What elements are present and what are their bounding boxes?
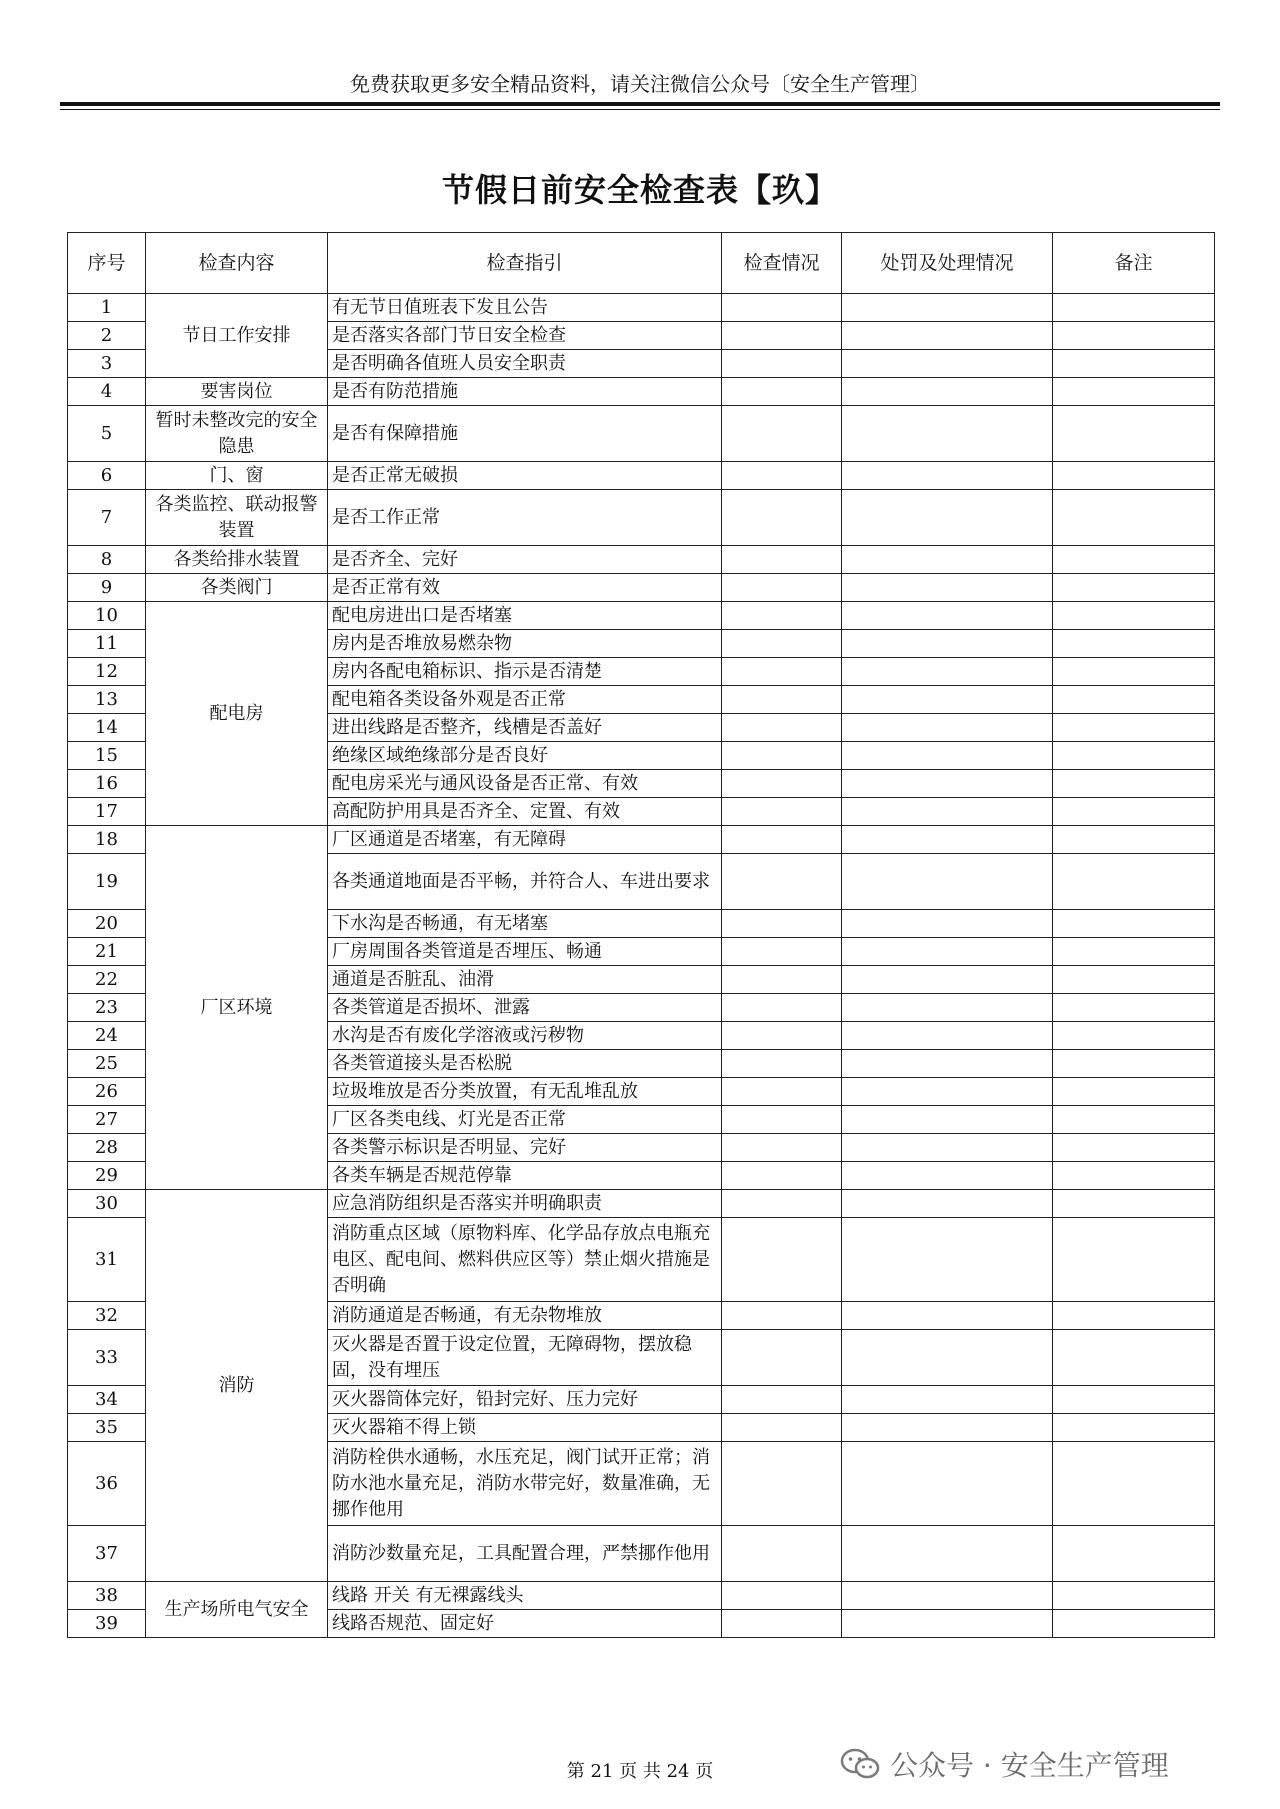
remark-cell[interactable]: [1053, 378, 1215, 406]
category-cell: 各类给排水装置: [146, 546, 328, 574]
remark-cell[interactable]: [1053, 966, 1215, 994]
row-guide: 房内各配电箱标识、指示是否清楚: [328, 658, 722, 686]
category-cell: 门、窗: [146, 462, 328, 490]
row-seq: 14: [68, 714, 146, 742]
row-seq: 32: [68, 1302, 146, 1330]
status-cell[interactable]: [722, 322, 842, 350]
row-guide: 线路否规范、固定好: [328, 1610, 722, 1638]
penalty-cell[interactable]: [842, 1022, 1053, 1050]
remark-cell[interactable]: [1053, 1050, 1215, 1078]
status-cell[interactable]: [722, 1106, 842, 1134]
remark-cell[interactable]: [1053, 1582, 1215, 1610]
header-text: 免费获取更多安全精品资料，请关注微信公众号〔安全生产管理〕: [350, 72, 930, 96]
row-guide: 消防重点区域（原物料库、化学品存放点电瓶充电区、配电间、燃料供应区等）禁止烟火措施是否明确: [328, 1218, 722, 1302]
penalty-cell[interactable]: [842, 322, 1053, 350]
penalty-cell[interactable]: [842, 406, 1053, 462]
col-header-seq: 序号: [68, 233, 146, 294]
category-cell: 消防: [146, 1190, 328, 1582]
row-seq: 20: [68, 910, 146, 938]
remark-cell[interactable]: [1053, 770, 1215, 798]
table-row: [68, 1582, 1215, 1610]
row-seq: 38: [68, 1582, 146, 1610]
row-guide: 厂区通道是否堵塞，有无障碍: [328, 826, 722, 854]
row-seq: 36: [68, 1442, 146, 1526]
remark-cell[interactable]: [1053, 1414, 1215, 1442]
row-seq: 21: [68, 938, 146, 966]
col-header-status: 检查情况: [722, 233, 842, 294]
category-cell: 暂时未整改完的安全隐患: [146, 406, 328, 462]
penalty-cell[interactable]: [842, 658, 1053, 686]
penalty-cell[interactable]: [842, 1414, 1053, 1442]
table-row: [68, 1190, 1215, 1218]
row-seq: 28: [68, 1134, 146, 1162]
penalty-cell[interactable]: [842, 1330, 1053, 1386]
status-cell[interactable]: [722, 658, 842, 686]
page-number: 第 21 页 共 24 页: [566, 1761, 714, 1782]
remark-cell[interactable]: [1053, 1022, 1215, 1050]
remark-cell[interactable]: [1053, 490, 1215, 546]
row-seq: 17: [68, 798, 146, 826]
status-cell[interactable]: [722, 602, 842, 630]
row-guide: 高配防护用具是否齐全、定置、有效: [328, 798, 722, 826]
remark-cell[interactable]: [1053, 1162, 1215, 1190]
row-seq: 18: [68, 826, 146, 854]
row-guide: 消防沙数量充足，工具配置合理，严禁挪作他用: [328, 1526, 722, 1582]
remark-cell[interactable]: [1053, 546, 1215, 574]
penalty-cell[interactable]: [842, 938, 1053, 966]
penalty-cell[interactable]: [842, 714, 1053, 742]
row-seq: 8: [68, 546, 146, 574]
row-seq: 9: [68, 574, 146, 602]
remark-cell[interactable]: [1053, 1526, 1215, 1582]
remark-cell[interactable]: [1053, 854, 1215, 910]
status-cell[interactable]: [722, 406, 842, 462]
status-cell[interactable]: [722, 938, 842, 966]
status-cell[interactable]: [722, 1330, 842, 1386]
table-row: [68, 406, 1215, 462]
status-cell[interactable]: [722, 1162, 842, 1190]
penalty-cell[interactable]: [842, 966, 1053, 994]
status-cell[interactable]: [722, 826, 842, 854]
status-cell[interactable]: [722, 462, 842, 490]
remark-cell[interactable]: [1053, 1386, 1215, 1414]
status-cell[interactable]: [722, 1218, 842, 1302]
col-header-content: 检查内容: [146, 233, 328, 294]
category-cell: 生产场所电气安全: [146, 1582, 328, 1638]
row-seq: 7: [68, 490, 146, 546]
row-guide: 通道是否脏乱、油滑: [328, 966, 722, 994]
remark-cell[interactable]: [1053, 1190, 1215, 1218]
remark-cell[interactable]: [1053, 462, 1215, 490]
category-cell: 各类监控、联动报警装置: [146, 490, 328, 546]
status-cell[interactable]: [722, 1134, 842, 1162]
remark-cell[interactable]: [1053, 798, 1215, 826]
penalty-cell[interactable]: [842, 378, 1053, 406]
penalty-cell[interactable]: [842, 350, 1053, 378]
penalty-cell[interactable]: [842, 294, 1053, 322]
row-guide: 线路 开关 有无裸露线头: [328, 1582, 722, 1610]
table-row: [68, 294, 1215, 322]
row-guide: 厂区各类电线、灯光是否正常: [328, 1106, 722, 1134]
penalty-cell[interactable]: [842, 1162, 1053, 1190]
row-guide: 灭火器是否置于设定位置，无障碍物，摆放稳固，没有埋压: [328, 1330, 722, 1386]
row-guide: 配电房采光与通风设备是否正常、有效: [328, 770, 722, 798]
table-row: [68, 574, 1215, 602]
remark-cell[interactable]: [1053, 658, 1215, 686]
row-guide: 各类通道地面是否平畅，并符合人、车进出要求: [328, 854, 722, 910]
row-seq: 2: [68, 322, 146, 350]
category-cell: 节日工作安排: [146, 294, 328, 378]
row-seq: 27: [68, 1106, 146, 1134]
category-cell: 配电房: [146, 602, 328, 826]
table-row: [68, 546, 1215, 574]
remark-cell[interactable]: [1053, 686, 1215, 714]
penalty-cell[interactable]: [842, 910, 1053, 938]
remark-cell[interactable]: [1053, 322, 1215, 350]
status-cell[interactable]: [722, 546, 842, 574]
remark-cell[interactable]: [1053, 1330, 1215, 1386]
table-row: [68, 826, 1215, 854]
remark-cell[interactable]: [1053, 994, 1215, 1022]
remark-cell[interactable]: [1053, 602, 1215, 630]
row-guide: 垃圾堆放是否分类放置，有无乱堆乱放: [328, 1078, 722, 1106]
row-seq: 11: [68, 630, 146, 658]
penalty-cell[interactable]: [842, 1302, 1053, 1330]
status-cell[interactable]: [722, 350, 842, 378]
penalty-cell[interactable]: [842, 742, 1053, 770]
penalty-cell[interactable]: [842, 1386, 1053, 1414]
row-guide: 有无节日值班表下发且公告: [328, 294, 722, 322]
table-row: [68, 378, 1215, 406]
remark-cell[interactable]: [1053, 1134, 1215, 1162]
penalty-cell[interactable]: [842, 546, 1053, 574]
row-guide: 是否明确各值班人员安全职责: [328, 350, 722, 378]
row-seq: 31: [68, 1218, 146, 1302]
row-seq: 22: [68, 966, 146, 994]
remark-cell[interactable]: [1053, 1610, 1215, 1638]
row-seq: 19: [68, 854, 146, 910]
row-seq: 1: [68, 294, 146, 322]
row-guide: 是否齐全、完好: [328, 546, 722, 574]
penalty-cell[interactable]: [842, 854, 1053, 910]
remark-cell[interactable]: [1053, 1302, 1215, 1330]
row-seq: 30: [68, 1190, 146, 1218]
row-seq: 33: [68, 1330, 146, 1386]
status-cell[interactable]: [722, 1526, 842, 1582]
row-seq: 35: [68, 1414, 146, 1442]
status-cell[interactable]: [722, 994, 842, 1022]
status-cell[interactable]: [722, 1190, 842, 1218]
row-guide: 各类管道是否损坏、泄露: [328, 994, 722, 1022]
watermark: [840, 1744, 1169, 1784]
row-guide: 消防通道是否畅通，有无杂物堆放: [328, 1302, 722, 1330]
row-seq: 6: [68, 462, 146, 490]
remark-cell[interactable]: [1053, 1078, 1215, 1106]
penalty-cell[interactable]: [842, 1526, 1053, 1582]
table-header-row: [68, 233, 1215, 294]
status-cell[interactable]: [722, 1610, 842, 1638]
status-cell[interactable]: [722, 798, 842, 826]
row-guide: 消防栓供水通畅，水压充足，阀门试开正常；消防水池水量充足，消防水带完好，数量准确，无挪作他用: [328, 1442, 722, 1526]
status-cell[interactable]: [722, 1078, 842, 1106]
remark-cell[interactable]: [1053, 714, 1215, 742]
status-cell[interactable]: [722, 1386, 842, 1414]
col-header-remark: 备注: [1053, 233, 1215, 294]
row-guide: 配电房进出口是否堵塞: [328, 602, 722, 630]
remark-cell[interactable]: [1053, 574, 1215, 602]
penalty-cell[interactable]: [842, 826, 1053, 854]
row-guide: 各类管道接头是否松脱: [328, 1050, 722, 1078]
remark-cell[interactable]: [1053, 742, 1215, 770]
table-row: [68, 490, 1215, 546]
status-cell[interactable]: [722, 574, 842, 602]
remark-cell[interactable]: [1053, 938, 1215, 966]
table-row: [68, 462, 1215, 490]
category-cell: 要害岗位: [146, 378, 328, 406]
page-title: 节假日前安全检查表【玖】: [441, 171, 838, 209]
category-cell: 各类阀门: [146, 574, 328, 602]
status-cell[interactable]: [722, 854, 842, 910]
row-seq: 3: [68, 350, 146, 378]
remark-cell[interactable]: [1053, 910, 1215, 938]
remark-cell[interactable]: [1053, 1442, 1215, 1526]
status-cell[interactable]: [722, 966, 842, 994]
penalty-cell[interactable]: [842, 490, 1053, 546]
row-guide: 进出线路是否整齐，线槽是否盖好: [328, 714, 722, 742]
penalty-cell[interactable]: [842, 462, 1053, 490]
row-guide: 是否正常无破损: [328, 462, 722, 490]
status-cell[interactable]: [722, 1414, 842, 1442]
penalty-cell[interactable]: [842, 1610, 1053, 1638]
row-guide: 绝缘区域绝缘部分是否良好: [328, 742, 722, 770]
row-guide: 是否有保障措施: [328, 406, 722, 462]
table-row: [68, 602, 1215, 630]
row-seq: 39: [68, 1610, 146, 1638]
status-cell[interactable]: [722, 294, 842, 322]
penalty-cell[interactable]: [842, 602, 1053, 630]
penalty-cell[interactable]: [842, 994, 1053, 1022]
penalty-cell[interactable]: [842, 574, 1053, 602]
remark-cell[interactable]: [1053, 350, 1215, 378]
row-guide: 灭火器筒体完好，铅封完好、压力完好: [328, 1386, 722, 1414]
row-guide: 配电箱各类设备外观是否正常: [328, 686, 722, 714]
wechat-icon: [840, 1747, 880, 1781]
penalty-cell[interactable]: [842, 1106, 1053, 1134]
row-seq: 29: [68, 1162, 146, 1190]
row-seq: 15: [68, 742, 146, 770]
header-rule-thin: [60, 109, 1220, 110]
penalty-cell[interactable]: [842, 1442, 1053, 1526]
penalty-cell[interactable]: [842, 630, 1053, 658]
row-seq: 25: [68, 1050, 146, 1078]
penalty-cell[interactable]: [842, 1134, 1053, 1162]
status-cell[interactable]: [722, 714, 842, 742]
status-cell[interactable]: [722, 910, 842, 938]
status-cell[interactable]: [722, 1442, 842, 1526]
remark-cell[interactable]: [1053, 630, 1215, 658]
penalty-cell[interactable]: [842, 1218, 1053, 1302]
category-cell: 厂区环境: [146, 826, 328, 1190]
row-seq: 10: [68, 602, 146, 630]
row-guide: 各类车辆是否规范停靠: [328, 1162, 722, 1190]
penalty-cell[interactable]: [842, 1050, 1053, 1078]
status-cell[interactable]: [722, 742, 842, 770]
status-cell[interactable]: [722, 1022, 842, 1050]
row-seq: 23: [68, 994, 146, 1022]
header-rule-thick: [60, 102, 1220, 106]
row-guide: 下水沟是否畅通，有无堵塞: [328, 910, 722, 938]
status-cell[interactable]: [722, 378, 842, 406]
row-seq: 12: [68, 658, 146, 686]
penalty-cell[interactable]: [842, 1078, 1053, 1106]
penalty-cell[interactable]: [842, 1582, 1053, 1610]
penalty-cell[interactable]: [842, 686, 1053, 714]
row-seq: 26: [68, 1078, 146, 1106]
status-cell[interactable]: [722, 490, 842, 546]
status-cell[interactable]: [722, 1302, 842, 1330]
checklist-table: [67, 232, 1215, 1638]
row-guide: 灭火器箱不得上锁: [328, 1414, 722, 1442]
row-guide: 是否有防范措施: [328, 378, 722, 406]
status-cell[interactable]: [722, 1582, 842, 1610]
row-guide: 各类警示标识是否明显、完好: [328, 1134, 722, 1162]
col-header-penalty: 处罚及处理情况: [842, 233, 1053, 294]
status-cell[interactable]: [722, 686, 842, 714]
remark-cell[interactable]: [1053, 406, 1215, 462]
row-guide: 是否工作正常: [328, 490, 722, 546]
row-seq: 13: [68, 686, 146, 714]
row-seq: 16: [68, 770, 146, 798]
watermark-text: 公众号 · 安全生产管理: [890, 1749, 1169, 1782]
remark-cell[interactable]: [1053, 294, 1215, 322]
row-guide: 房内是否堆放易燃杂物: [328, 630, 722, 658]
remark-cell[interactable]: [1053, 1218, 1215, 1302]
row-seq: 24: [68, 1022, 146, 1050]
row-seq: 37: [68, 1526, 146, 1582]
row-guide: 应急消防组织是否落实并明确职责: [328, 1190, 722, 1218]
row-seq: 34: [68, 1386, 146, 1414]
row-seq: 4: [68, 378, 146, 406]
row-guide: 厂房周围各类管道是否埋压、畅通: [328, 938, 722, 966]
row-guide: 水沟是否有废化学溶液或污秽物: [328, 1022, 722, 1050]
status-cell[interactable]: [722, 630, 842, 658]
row-seq: 5: [68, 406, 146, 462]
col-header-guide: 检查指引: [328, 233, 722, 294]
row-guide: 是否正常有效: [328, 574, 722, 602]
status-cell[interactable]: [722, 1050, 842, 1078]
penalty-cell[interactable]: [842, 798, 1053, 826]
status-cell[interactable]: [722, 770, 842, 798]
row-guide: 是否落实各部门节日安全检查: [328, 322, 722, 350]
penalty-cell[interactable]: [842, 770, 1053, 798]
remark-cell[interactable]: [1053, 826, 1215, 854]
remark-cell[interactable]: [1053, 1106, 1215, 1134]
penalty-cell[interactable]: [842, 1190, 1053, 1218]
